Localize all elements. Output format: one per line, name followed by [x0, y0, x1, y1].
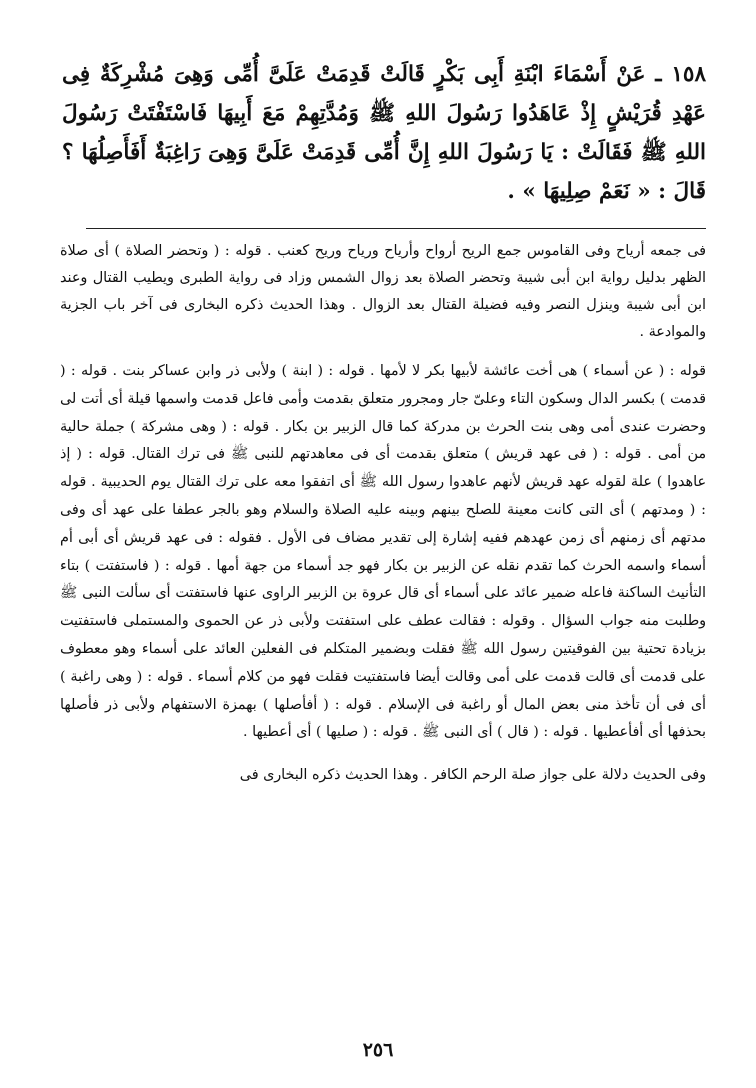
hadith-text: ١٥٨ ـ عَنْ أَسْمَاءَ ابْنَةِ أَبِى بَكْرٍ قَالَتْ قَدِمَتْ عَلَىَّ أُمِّى وَهِىَ مُشْرِكَةٌ فِى عَهْدِ قُرَيْشٍ إِذْ عَاهَدُوا رَسُولَ اللهِ ﷺ وَمُدَّتِهِمْ مَعَ أَبِيهَا فَاسْتَفْتَتْ رَسُولَ اللهِ ﷺ فَقَالَتْ : يَا رَسُولَ اللهِ إِنَّ أُمِّى قَدِمَتْ عَلَىَّ وَهِىَ رَاغِبَةٌ أَفَأَصِلُهَا ؟ قَالَ : « نَعَمْ صِلِيهَا » .	[62, 62, 706, 204]
commentary-paragraph-2: قوله : ( عن أسماء ) هى أخت عائشة لأبيها بكر لا لأمها . قوله : ( ابنة ) ولأبى ذر وابن عساكر بنت . قوله : ( قدمت ) بكسر الدال وسكون التاء وعلىّ جار ومجرور متعلق بقدمت وأمى فاعل قدمت واسمها قيلة أى أتت لى وحضرت عندى أمى وهى بنت الحرث بن مدركة كما قال الزبير بن بكار . قوله : ( وهى مشركة ) جملة حالية من أمى . قوله : ( فى عهد قريش ) متعلق بقدمت أى فى معاهدتهم للنبى ﷺ فى ترك القتال. قوله : ( إذ عاهدوا ) علة لقوله عهد قريش لأنهم عاهدوا رسول الله ﷺ أى اتفقوا معه على ترك القتال يوم الحديبية . قوله : ( ومدتهم ) أى التى كانت معينة للصلح بينهم وبينه عليه الصلاة والسلام وهو بالجر عطفا على عهد أى وفى مدتهم أى زمنهم أى زمن عهدهم ففيه إشارة إلى تقدير مضاف فى الأول . فقوله : فى عهد قريش أى أبى أم أسماء واسمه الحرث كما تقدم نقله عن الزبير بن بكار فهو جد أسماء من جهة أمها . قوله : ( فاستفتت ) بتاء التأنيث الساكنة فاعله ضمير عائد على أسماء أى قال عروة بن الزبير الراوى عنها فاستفتت أى سألت النبى ﷺ وطلبت منه جواب السؤال . وقوله : فقالت عطف على استفتت ولأبى ذر عن الحموى والمستملى فاستفتيت بزيادة تحتية بين الفوقيتين رسول الله ﷺ فقلت وبضمير المتكلم فى الفعلين العائد على أسماء وهو معطوف على قدمت أى قالت قدمت على أمى وقالت أيضا فاستفتيت فقلت فهو من كلام أسماء . قوله : ( وهى راغبة ) أى فى أن تأخذ منى بعض المال أو راغبة فى الإسلام . قوله : ( أفأصلها ) بهمزة الاستفهام ولأبى ذر فأصلها بحذفها أى أفأعطيها . قوله : ( قال ) أى النبى ﷺ . قوله : ( صليها ) أى أعطيها .	[60, 363, 706, 741]
separator-rule	[86, 228, 706, 229]
commentary-paragraph-3: وفى الحديث دلالة على جواز صلة الرحم الكافر . وهذا الحديث ذكره البخارى فى	[239, 767, 706, 784]
commentary-paragraph-1: فى جمعه أرياح وفى القاموس جمع الريح أرواح وأرياح ورياح وريح كعنب . قوله : ( وتحضر الصلاة ) أى صلاة الظهر بدليل رواية ابن أبى شيبة وتحضر الصلاة بعد زوال الشمس وزاد فى رواية الطبرى ويطيب القتال وعند ابن أبى شيبة وينزل النصر وفيه فضيلة القتال بعد الزوال . وهذا الحديث ذكره البخارى فى آخر باب الجزية والموادعة .	[60, 243, 706, 340]
commentary	[60, 238, 706, 789]
page-number: ٢٥٦	[362, 1039, 394, 1061]
